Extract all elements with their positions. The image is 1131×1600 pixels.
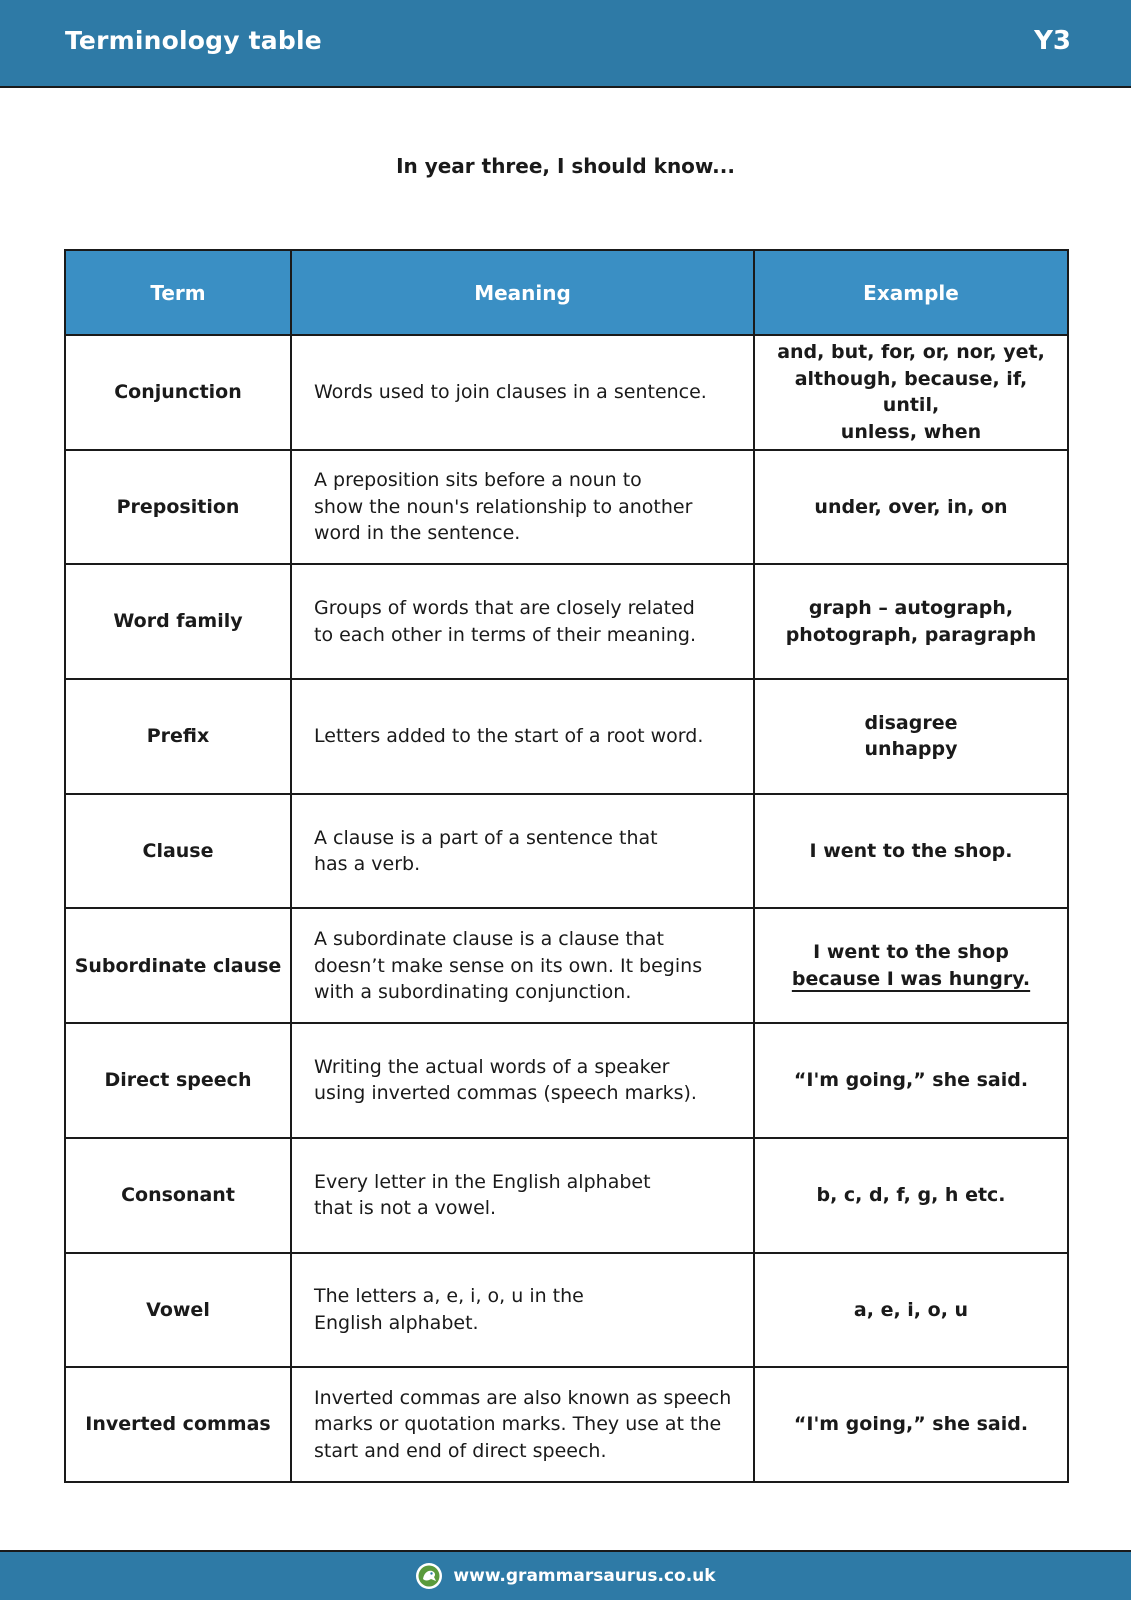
example-line: graph – autograph, [808, 597, 1014, 620]
meaning-line: A preposition sits before a noun to [314, 469, 642, 492]
meaning-line: that is not a vowel. [314, 1197, 497, 1220]
table-body [65, 335, 1068, 1482]
example-line: I went to the shop. [809, 839, 1013, 862]
table-row [65, 679, 1068, 794]
meaning-line: Words used to join clauses in a sentence. [314, 381, 707, 404]
meaning-cell [291, 335, 754, 450]
example-cell [754, 450, 1068, 565]
meaning-cell [291, 1138, 754, 1253]
meaning-line: Inverted commas are also known as speech [314, 1386, 732, 1409]
meaning-line: The letters a, e, i, o, u in the [314, 1285, 584, 1308]
meaning-cell [291, 1367, 754, 1482]
meaning-cell [291, 450, 754, 565]
page-footer [0, 1550, 1131, 1600]
table-row [65, 794, 1068, 909]
meaning-line: word in the sentence. [314, 522, 521, 545]
column-header-example: Example [754, 250, 1068, 335]
example-line: “I'm going,” she said. [793, 1413, 1029, 1436]
meaning-cell [291, 794, 754, 909]
subordinate-clause-highlight: because I was hungry. [791, 967, 1031, 990]
table-row [65, 450, 1068, 565]
example-line: I went to the shop [813, 941, 1009, 964]
meaning-line: English alphabet. [314, 1311, 479, 1334]
term-cell: Conjunction [65, 335, 291, 450]
meaning-line: to each other in terms of their meaning. [314, 623, 697, 646]
table-row [65, 564, 1068, 679]
example-cell [754, 564, 1068, 679]
meaning-cell [291, 564, 754, 679]
table-row [65, 1023, 1068, 1138]
meaning-line: A clause is a part of a sentence that [314, 826, 658, 849]
term-cell: Word family [65, 564, 291, 679]
meaning-cell [291, 908, 754, 1023]
example-line-underlined [767, 966, 1055, 993]
example-line: b, c, d, f, g, h etc. [816, 1183, 1006, 1206]
year-level-badge: Y3 [1034, 26, 1071, 56]
meaning-line: Groups of words that are closely related [314, 597, 695, 620]
example-cell [754, 1367, 1068, 1482]
term-cell: Direct speech [65, 1023, 291, 1138]
term-cell: Inverted commas [65, 1367, 291, 1482]
example-cell [754, 1138, 1068, 1253]
table-row [65, 908, 1068, 1023]
meaning-line: Writing the actual words of a speaker [314, 1055, 670, 1078]
meaning-line: with a subordinating conjunction. [314, 981, 632, 1004]
example-cell [754, 794, 1068, 909]
meaning-line: Letters added to the start of a root word. [314, 725, 704, 748]
term-cell: Vowel [65, 1253, 291, 1368]
example-line: unless, when [840, 420, 982, 443]
example-line: photograph, paragraph [785, 623, 1037, 646]
table-row [65, 1138, 1068, 1253]
table-row [65, 335, 1068, 450]
example-line: a, e, i, o, u [853, 1298, 969, 1321]
example-line: although, because, if, until, [794, 367, 1028, 417]
table-header-row [65, 250, 1068, 335]
meaning-cell [291, 679, 754, 794]
example-line: and, but, for, or, nor, yet, [777, 341, 1045, 364]
meaning-line: marks or quotation marks. They use at the [314, 1413, 722, 1436]
table-row [65, 1253, 1068, 1368]
website-link[interactable]: www.grammarsaurus.co.uk [453, 1566, 716, 1586]
term-cell: Subordinate clause [65, 908, 291, 1023]
meaning-line: Every letter in the English alphabet [314, 1170, 651, 1193]
meaning-cell [291, 1253, 754, 1368]
column-header-term: Term [65, 250, 291, 335]
example-cell [754, 1253, 1068, 1368]
terminology-table [64, 249, 1069, 1483]
example-cell [754, 908, 1068, 1023]
term-cell: Consonant [65, 1138, 291, 1253]
meaning-cell [291, 1023, 754, 1138]
example-line: disagree [864, 711, 958, 734]
meaning-line: doesn’t make sense on its own. It begins [314, 954, 703, 977]
example-line: “I'm going,” she said. [793, 1069, 1029, 1092]
example-line: unhappy [864, 738, 958, 761]
page-title: Terminology table [65, 26, 322, 55]
meaning-line: has a verb. [314, 853, 421, 876]
term-cell: Preposition [65, 450, 291, 565]
example-cell [754, 679, 1068, 794]
meaning-line: show the noun's relationship to another [314, 495, 693, 518]
page-subtitle: In year three, I should know... [396, 154, 735, 178]
term-cell: Clause [65, 794, 291, 909]
table-row [65, 1367, 1068, 1482]
example-cell [754, 1023, 1068, 1138]
example-line: under, over, in, on [814, 495, 1008, 518]
meaning-line: A subordinate clause is a clause that [314, 928, 664, 951]
meaning-line: using inverted commas (speech marks). [314, 1082, 697, 1105]
grammarsaurus-logo-icon [415, 1562, 443, 1590]
column-header-meaning: Meaning [291, 250, 754, 335]
term-cell: Prefix [65, 679, 291, 794]
example-cell [754, 335, 1068, 450]
meaning-line: start and end of direct speech. [314, 1439, 607, 1462]
page-header [0, 0, 1131, 88]
